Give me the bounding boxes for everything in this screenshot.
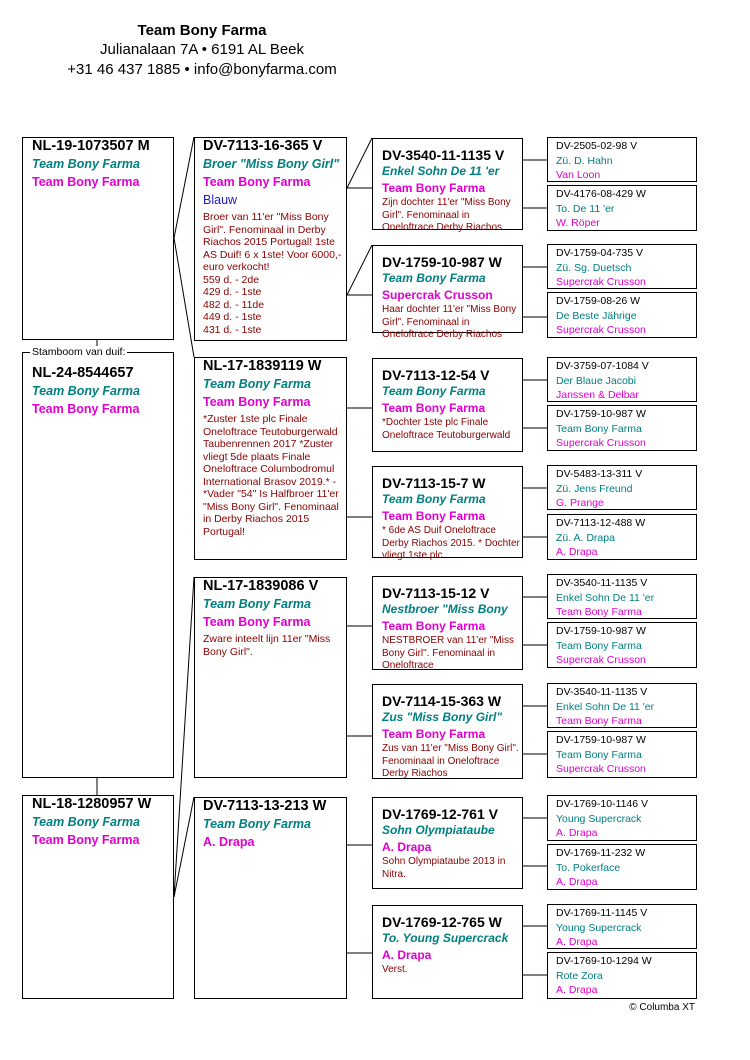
gen3-ring: DV-7113-15-7 W bbox=[382, 475, 486, 491]
father-owner: Team Bony Farma bbox=[32, 175, 140, 189]
gen3-owner: A. Drapa bbox=[382, 840, 432, 854]
gen3-owner: Team Bony Farma bbox=[382, 509, 486, 523]
gen3-card[interactable] bbox=[372, 466, 523, 561]
gen4-card[interactable] bbox=[547, 244, 697, 289]
gen4-ring: DV-1769-10-1294 W bbox=[556, 955, 652, 967]
gen4-ring: DV-2505-02-98 V bbox=[556, 140, 638, 152]
gen4-name: Zü. A. Drapa bbox=[556, 531, 615, 544]
gen4-name: Zü. Jens Freund bbox=[556, 482, 633, 495]
mother-ring: NL-18-1280957 W bbox=[32, 796, 152, 812]
gen2-card[interactable] bbox=[194, 577, 347, 778]
gen4-card[interactable] bbox=[547, 795, 697, 841]
gen3-note: * 6de AS Duif Oneloftrace Derby Riachos 2015. * Dochter vliegt 1ste plc bbox=[382, 525, 520, 561]
gen4-ring: DV-1759-04-735 V bbox=[556, 247, 643, 259]
gen2-name: Broer "Miss Bony Girl" bbox=[203, 157, 340, 171]
gen4-ring: DV-7113-12-488 W bbox=[556, 517, 646, 529]
gen3-card[interactable] bbox=[372, 245, 523, 340]
gen4-owner: Supercrak Crusson bbox=[556, 763, 646, 775]
gen2-card[interactable] bbox=[194, 357, 347, 560]
gen4-ring: DV-3540-11-1135 V bbox=[556, 577, 648, 589]
gen4-owner: Supercrak Crusson bbox=[556, 276, 646, 288]
gen4-name: Enkel Sohn De 11 'er bbox=[556, 591, 655, 604]
gen4-owner: A. Drapa bbox=[556, 876, 598, 888]
mother-name: Team Bony Farma bbox=[32, 815, 140, 829]
gen3-note: NESTBROER van 11'er "Miss Bony Girl". Fenominaal in Oneloftrace bbox=[382, 635, 514, 671]
gen4-card[interactable] bbox=[547, 405, 697, 451]
gen4-name: Young Supercrack bbox=[556, 812, 642, 825]
gen3-ring: DV-1769-12-761 V bbox=[382, 806, 498, 822]
gen3-name: Sohn Olympiataube bbox=[382, 823, 495, 837]
gen3-name: Team Bony Farma bbox=[382, 492, 486, 506]
gen4-card[interactable] bbox=[547, 731, 697, 778]
gen3-owner: Supercrak Crusson bbox=[382, 288, 493, 302]
gen2-name: Team Bony Farma bbox=[203, 377, 311, 391]
gen3-name: Nestbroer "Miss Bony bbox=[382, 602, 508, 616]
gen4-name: Der Blaue Jacobi bbox=[556, 374, 636, 387]
subject-ring: NL-24-8544657 bbox=[32, 365, 134, 381]
gen4-name: Team Bony Farma bbox=[556, 748, 642, 761]
gen4-ring: DV-1759-08-26 W bbox=[556, 295, 641, 307]
gen2-ring: NL-17-1839086 V bbox=[203, 578, 319, 594]
gen3-ring: DV-3540-11-1135 V bbox=[382, 147, 505, 163]
gen3-name: Zus "Miss Bony Girl" bbox=[382, 710, 503, 724]
gen3-card[interactable] bbox=[372, 138, 523, 233]
gen4-name: Enkel Sohn De 11 'er bbox=[556, 700, 655, 713]
father-ring: NL-19-1073507 M bbox=[32, 138, 150, 154]
gen3-ring: DV-1759-10-987 W bbox=[382, 254, 502, 270]
father-card[interactable] bbox=[22, 137, 174, 340]
gen4-card[interactable] bbox=[547, 514, 697, 560]
gen4-card[interactable] bbox=[547, 292, 697, 338]
breeder-contact: +31 46 437 1885 • info@bonyfarma.com bbox=[67, 61, 337, 78]
mother-owner: Team Bony Farma bbox=[32, 833, 140, 847]
gen3-name: Team Bony Farma bbox=[382, 384, 486, 398]
gen4-card[interactable] bbox=[547, 574, 697, 619]
subject-name: Team Bony Farma bbox=[32, 384, 140, 398]
gen3-name: To. Young Supercrack bbox=[382, 931, 509, 945]
gen4-name: De Beste Jährige bbox=[556, 309, 637, 322]
gen3-note: Haar dochter 11'er "Miss Bony Girl". Fenominaal in Oneloftrace Derby Riachos bbox=[382, 304, 517, 340]
gen3-ring: DV-1769-12-765 W bbox=[382, 914, 502, 930]
gen2-note: *Zuster 1ste plc Finale Oneloftrace Teutoburgerwald Taubenrennen 2017 *Zuster vliegt 5de plaats Finale Oneloftrace Columbodromul International Brasov 2019.* - *Vader "54" Is Halfbroer 11'er "Miss Bony Girl". Fenominaal in Derby Riachos 2015 Portugal! bbox=[203, 413, 339, 538]
gen4-card[interactable] bbox=[547, 622, 697, 668]
gen3-card[interactable] bbox=[372, 358, 523, 452]
gen3-name: Team Bony Farma bbox=[382, 271, 486, 285]
gen3-ring: DV-7113-12-54 V bbox=[382, 367, 490, 383]
gen3-note: Verst. bbox=[382, 964, 408, 975]
gen3-ring: DV-7113-15-12 V bbox=[382, 585, 490, 601]
gen2-ring: NL-17-1839119 W bbox=[203, 358, 322, 374]
gen4-owner: Team Bony Farma bbox=[556, 606, 642, 618]
gen4-owner: Supercrak Crusson bbox=[556, 437, 646, 449]
gen4-card[interactable] bbox=[547, 357, 697, 402]
gen3-card[interactable] bbox=[372, 797, 523, 889]
gen4-name: Rote Zora bbox=[556, 969, 603, 982]
gen3-ring: DV-7114-15-363 W bbox=[382, 693, 502, 709]
pedigree-legend: Stamboom van duif: bbox=[32, 346, 126, 358]
gen4-owner: A. Drapa bbox=[556, 827, 598, 839]
gen2-name: Team Bony Farma bbox=[203, 597, 311, 611]
gen4-ring: DV-4176-08-429 W bbox=[556, 188, 646, 200]
gen2-ring: DV-7113-16-365 V bbox=[203, 138, 323, 154]
gen2-owner: Team Bony Farma bbox=[203, 175, 311, 189]
gen4-owner: Janssen & Delbar bbox=[556, 389, 639, 401]
gen3-note: Sohn Olympiataube 2013 in Nitra. bbox=[382, 856, 506, 880]
gen3-card[interactable] bbox=[372, 684, 523, 779]
gen3-note: *Dochter 1ste plc Finale Oneloftrace Teutoburgerwald bbox=[382, 417, 511, 441]
gen4-card[interactable] bbox=[547, 465, 697, 510]
gen4-owner: W. Röper bbox=[556, 217, 600, 229]
gen3-card[interactable] bbox=[372, 905, 523, 999]
gen3-card[interactable] bbox=[372, 576, 523, 670]
gen4-name: Zü. D. Hahn bbox=[556, 154, 613, 167]
gen2-note: Broer van 11'er "Miss Bony Girl". Fenominaal in Derby Riachos 2015 Portugal! 1ste AS Duif! 6 x 1ste! Voor 6000,- euro verkocht! 559 d. - 2de 429 d. - 1ste 482 d. - 11de 449 d. - 1ste 431 d. - 1ste bbox=[203, 211, 342, 336]
breeder-name: Team Bony Farma bbox=[137, 22, 267, 39]
gen4-ring: DV-1759-10-987 W bbox=[556, 625, 646, 637]
gen4-owner: A. Drapa bbox=[556, 984, 598, 996]
gen4-card[interactable] bbox=[547, 683, 697, 728]
gen2-color: Blauw bbox=[203, 193, 238, 207]
gen4-owner: Supercrak Crusson bbox=[556, 654, 646, 666]
breeder-address: Julianalaan 7A • 6191 AL Beek bbox=[99, 41, 305, 58]
gen2-owner: Team Bony Farma bbox=[203, 395, 311, 409]
gen3-name: Enkel Sohn De 11 'er bbox=[382, 164, 500, 178]
gen4-owner: A. Drapa bbox=[556, 936, 598, 948]
gen3-note: Zijn dochter 11'er "Miss Bony Girl". Fenominaal in Oneloftrace Derby Riachos bbox=[382, 197, 511, 233]
gen2-name: Team Bony Farma bbox=[203, 817, 311, 831]
gen4-name: Team Bony Farma bbox=[556, 422, 642, 435]
gen3-owner: Team Bony Farma bbox=[382, 727, 486, 741]
subject-owner: Team Bony Farma bbox=[32, 402, 140, 416]
gen4-ring: DV-3759-07-1084 V bbox=[556, 360, 649, 372]
gen3-owner: Team Bony Farma bbox=[382, 619, 486, 633]
gen2-note: Zware inteelt lijn 11er "Miss Bony Girl". bbox=[203, 633, 331, 658]
gen4-owner: Van Loon bbox=[556, 169, 601, 181]
gen4-ring: DV-1769-10-1146 V bbox=[556, 798, 649, 810]
gen3-owner: Team Bony Farma bbox=[382, 181, 486, 195]
gen4-ring: DV-3540-11-1135 V bbox=[556, 686, 648, 698]
gen4-name: To. De 11 'er bbox=[556, 202, 615, 215]
mother-card[interactable] bbox=[22, 795, 174, 999]
gen2-ring: DV-7113-13-213 W bbox=[203, 798, 327, 814]
gen4-card[interactable] bbox=[547, 904, 697, 949]
gen4-owner: G. Prange bbox=[556, 497, 604, 509]
subject-card[interactable] bbox=[22, 352, 174, 778]
gen4-ring: DV-1759-10-987 W bbox=[556, 408, 646, 420]
gen4-card[interactable] bbox=[547, 844, 697, 890]
gen3-note: Zus van 11'er "Miss Bony Girl". Fenominaal in Oneloftrace Derby Riachos bbox=[382, 743, 519, 779]
gen4-owner: Supercrak Crusson bbox=[556, 324, 646, 336]
gen2-owner: A. Drapa bbox=[203, 835, 255, 849]
gen3-owner: Team Bony Farma bbox=[382, 401, 486, 415]
gen4-ring: DV-1769-11-1145 V bbox=[556, 907, 648, 919]
gen4-ring: DV-1769-11-232 W bbox=[556, 847, 646, 859]
father-name: Team Bony Farma bbox=[32, 157, 140, 171]
gen4-name: Young Supercrack bbox=[556, 921, 642, 934]
gen4-name: Zü. Sg. Duetsch bbox=[556, 261, 632, 274]
gen4-card[interactable] bbox=[547, 185, 697, 231]
gen2-card[interactable] bbox=[194, 797, 347, 999]
gen4-owner: A. Drapa bbox=[556, 546, 598, 558]
gen3-owner: A. Drapa bbox=[382, 948, 432, 962]
gen4-card[interactable] bbox=[547, 137, 697, 182]
gen4-card[interactable] bbox=[547, 952, 697, 999]
gen4-ring: DV-1759-10-987 W bbox=[556, 734, 646, 746]
gen4-name: To. Pokerface bbox=[556, 861, 621, 874]
copyright-text: © Columba XT bbox=[629, 1002, 695, 1013]
gen4-name: Team Bony Farma bbox=[556, 639, 642, 652]
gen4-owner: Team Bony Farma bbox=[556, 715, 642, 727]
gen4-ring: DV-5483-13-311 V bbox=[556, 468, 643, 480]
gen2-card[interactable] bbox=[194, 137, 347, 341]
gen2-owner: Team Bony Farma bbox=[203, 615, 311, 629]
